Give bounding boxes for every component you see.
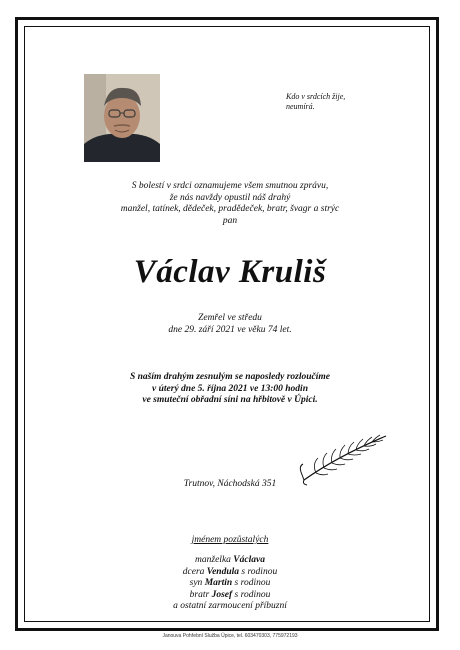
mourner-relation: manželka	[195, 555, 234, 565]
mourner-suffix: s rodinou	[232, 589, 271, 600]
mourner-name: Josef	[211, 589, 233, 600]
mourner-suffix: s rodinou	[232, 578, 271, 589]
mourner-row	[60, 601, 400, 613]
mourner-row	[60, 555, 400, 567]
mourner-name: Vendula	[206, 566, 240, 577]
mourner-relation: a ostatní zarmoucení příbuzní	[173, 601, 287, 612]
announcement-line: S bolestí v srdci oznamujeme všem smutnou zprávu,	[131, 181, 329, 191]
mourner-suffix: s rodinou	[239, 566, 278, 577]
mourners-heading: jménem pozůstalých	[191, 535, 269, 545]
mourner-name: Martin	[204, 578, 233, 589]
announcement-line: pan	[222, 215, 238, 226]
funeral-info	[40, 372, 420, 407]
motto-line: Kdo v srdcích žije,	[286, 92, 346, 101]
announcement	[60, 181, 400, 227]
mourner-row	[60, 578, 400, 590]
motto	[286, 92, 345, 112]
mourner-relation: syn	[189, 578, 205, 589]
funeral-line: S naším drahým zesnulým se naposledy rozloučíme	[129, 372, 331, 382]
portrait-photo	[84, 74, 160, 162]
death-line: dne 29. září 2021 ve věku 74 let.	[168, 324, 292, 335]
announcement-line: manžel, tatínek, dědeček, pradědeček, bratr, švagr a strýc	[120, 204, 340, 214]
mourner-relation: bratr	[189, 589, 212, 600]
death-line: Zemřel ve středu	[198, 313, 262, 323]
announcement-line: že nás navždy opustil náš drahý	[169, 192, 291, 203]
address: Trutnov, Náchodská 351	[183, 479, 277, 489]
deceased-name: Václav Kruliš	[133, 254, 327, 290]
mourner-relation: dcera	[182, 566, 207, 577]
mourner-row	[60, 590, 400, 602]
motto-line: neumírá.	[286, 102, 315, 111]
funeral-line: ve smuteční obřadní síni na hřbitově v Úpici.	[142, 395, 318, 405]
mourner-name: Václava	[233, 555, 265, 565]
mourner-row	[60, 567, 400, 579]
death-info	[60, 313, 400, 336]
funeral-line: v úterý dne 5. října 2021 ve 13:00 hodin	[152, 383, 308, 394]
footer-funeral-service: Janouva Pohřební Služba Úpice, tel. 603470303, 775972193	[162, 633, 298, 639]
mourners-list	[60, 555, 400, 613]
